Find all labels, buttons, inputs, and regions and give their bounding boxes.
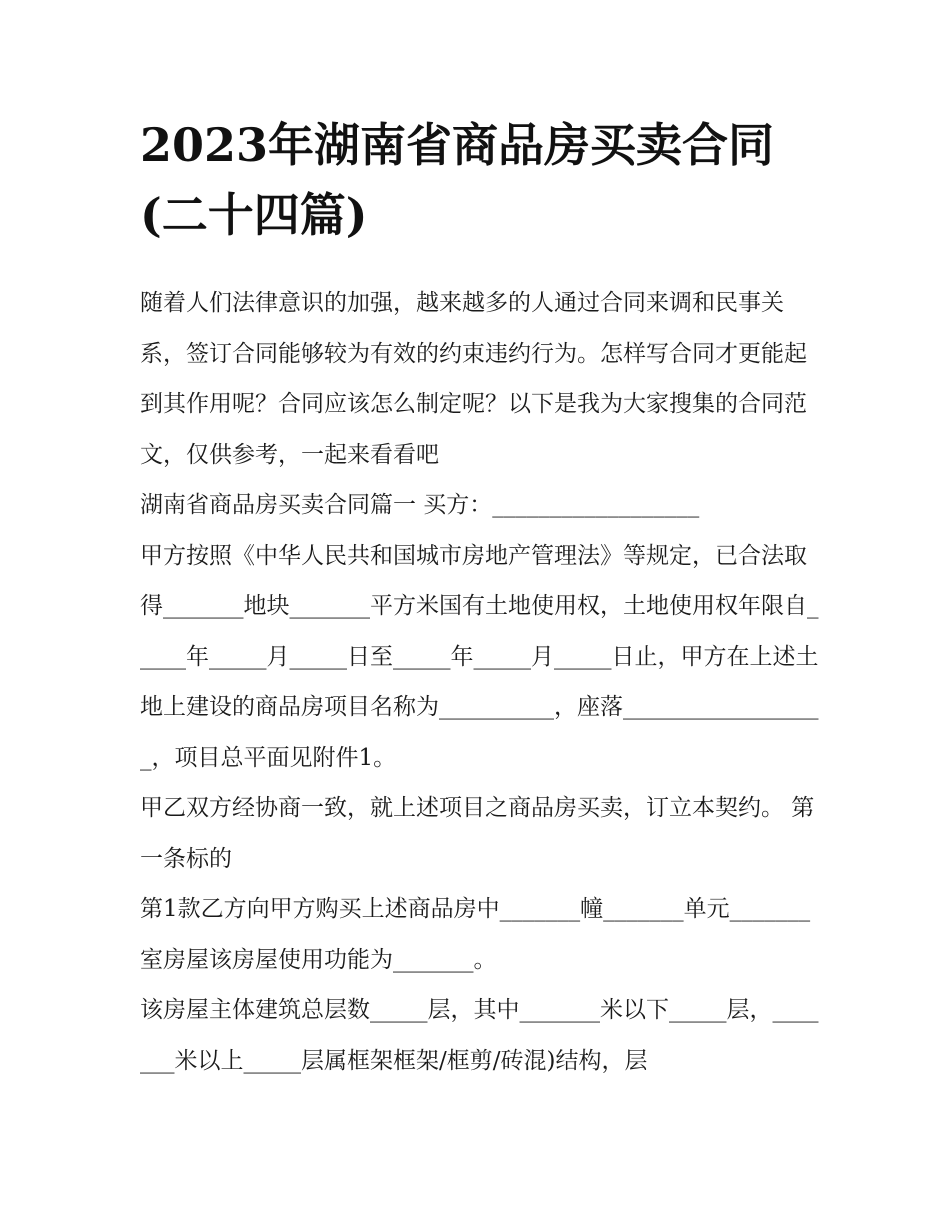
intro-paragraph: 随着人们法律意识的加强，越来越多的人通过合同来调和民事关系，签订合同能够较为有效的约束违约行为。怎样写合同才更能起到其作用呢？合同应该怎么制定呢？以下是我为大家搜集的合同范文，仅供参考，一起来看看吧: [140, 290, 807, 468]
clause-1-paragraph: 第1款乙方向甲方购买上述商品房中_______幢_______单元_______室房屋该房屋使用功能为_______。: [140, 896, 811, 973]
land-use-paragraph: 甲方按照《中华人民共和国城市房地产管理法》等规定，已合法取得_______地块_______平方米国有土地使用权，土地使用权年限自_____年_____月_____日至_____年_____月_____日止，甲方在上述土地上建设的商品房项目名称为__________，座落__________________，项目总平面见附件1。: [140, 542, 819, 771]
document-title: 2023年湖南省商品房买卖合同(二十四篇): [140, 118, 775, 242]
document-body: [140, 278, 820, 1086]
section-heading-buyer: 湖南省商品房买卖合同篇一 买方：__________________: [140, 492, 700, 518]
building-floors-paragraph: 该房屋主体建筑总层数_____层，其中_______米以下_____层，_______米以上_____层属框架框架/框剪/砖混)结构，层: [140, 997, 819, 1074]
agreement-paragraph: 甲乙双方经协商一致，就上述项目之商品房买卖，订立本契约。 第一条标的: [140, 795, 815, 872]
